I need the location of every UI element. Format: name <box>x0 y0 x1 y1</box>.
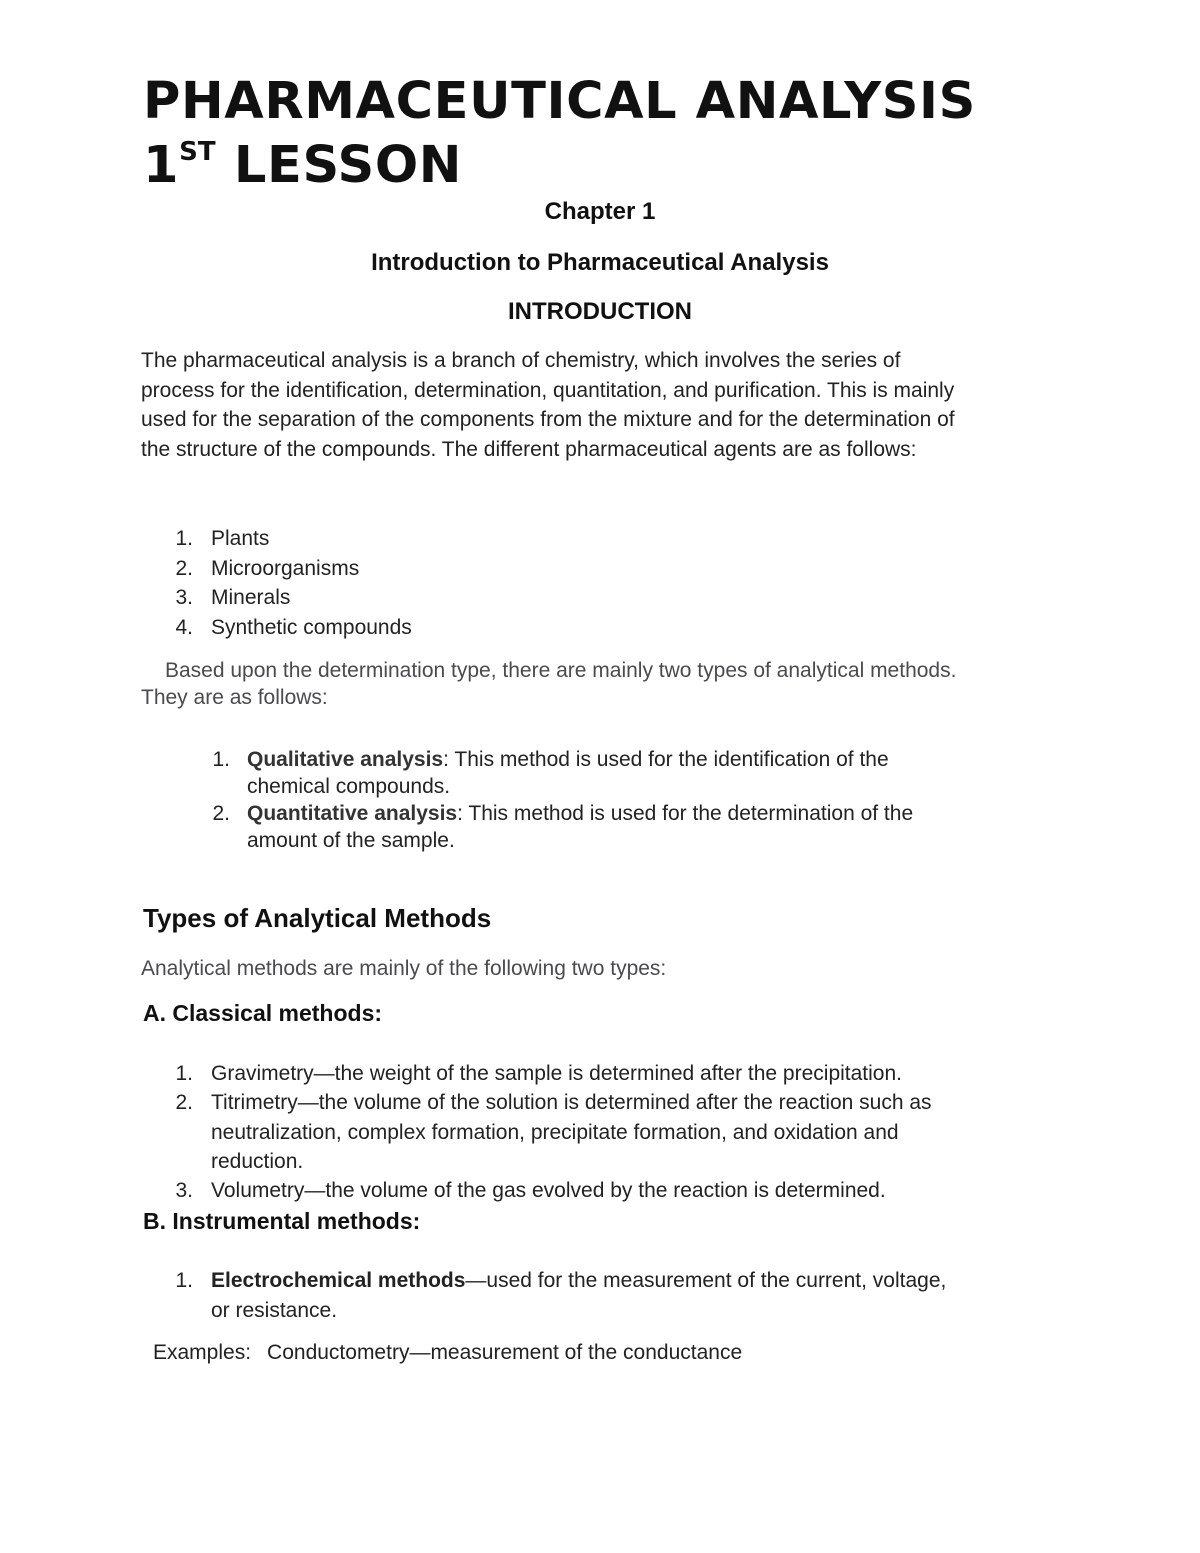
list-number: 2. <box>175 556 193 580</box>
sources-list <box>175 524 412 642</box>
list-number: 3. <box>175 586 193 609</box>
list-item <box>175 1088 932 1176</box>
section-heading: INTRODUCTION <box>508 298 692 325</box>
chapter-title: Introduction to Pharmaceutical Analysis <box>371 249 829 276</box>
analysis-description: : This method is used for the determination of the <box>457 802 914 825</box>
instrumental-heading: B. Instrumental methods: <box>143 1208 421 1234</box>
based-upon-line-1: Based upon the determination type, there are mainly two types of analytical methods. <box>165 659 957 682</box>
analysis-description: : This method is used for the identification of the <box>443 748 889 771</box>
types-heading: Types of Analytical Methods <box>143 903 492 933</box>
list-item-text: Microorganisms <box>211 556 360 580</box>
list-number: 1. <box>175 1062 193 1085</box>
list-item <box>175 1266 946 1325</box>
examples-label: Examples: <box>153 1341 252 1364</box>
list-item <box>210 746 913 800</box>
title-lesson-word: LESSON <box>233 136 463 195</box>
method-description-cont: or resistance. <box>211 1298 338 1322</box>
list-item-text: reduction. <box>211 1149 304 1173</box>
examples-text: Conductometry—measurement of the conductance <box>267 1341 743 1364</box>
intro-line: The pharmaceutical analysis is a branch of chemistry, which involves the series of <box>141 349 901 372</box>
list-item-text: Gravimetry—the weight of the sample is determined after the precipitation. <box>211 1062 902 1085</box>
title-ordinal-superscript: ST <box>179 137 216 167</box>
list-item-text: Volumetry—the volume of the gas evolved by the reaction is determined. <box>211 1179 886 1203</box>
list-number: 3. <box>175 1179 193 1203</box>
analysis-term: Quantitative analysis <box>247 802 458 825</box>
list-item <box>175 1059 932 1088</box>
based-upon-line-2: They are as follows: <box>141 686 328 709</box>
examples-line <box>153 1341 742 1365</box>
list-number: 1. <box>175 527 193 550</box>
list-item-text: Minerals <box>211 586 291 609</box>
types-intro: Analytical methods are mainly of the following two types: <box>141 957 667 980</box>
analysis-description-cont: chemical compounds. <box>247 775 451 798</box>
list-item <box>175 524 412 554</box>
list-item-text: Synthetic compounds <box>211 615 412 639</box>
method-description: —used for the measurement of the current, voltage, <box>465 1269 947 1292</box>
title-line-1: PHARMACEUTICAL ANALYSIS <box>143 72 976 131</box>
list-item <box>175 554 412 584</box>
intro-paragraph <box>141 346 955 464</box>
document-title <box>143 70 1143 206</box>
list-item <box>175 583 412 613</box>
list-number: 2. <box>212 802 230 825</box>
classical-heading: A. Classical methods: <box>143 1000 383 1026</box>
chapter-label: Chapter 1 <box>544 198 656 225</box>
analysis-types-list <box>210 746 913 854</box>
list-number: 1. <box>175 1269 193 1292</box>
list-item <box>210 800 913 854</box>
intro-line: the structure of the compounds. The different pharmaceutical agents are as follows: <box>141 437 917 461</box>
intro-line: used for the separation of the components from the mixture and for the determination of <box>141 408 955 431</box>
analysis-description-cont: amount of the sample. <box>247 829 455 852</box>
list-item-text: Plants <box>211 527 270 550</box>
method-term: Electrochemical methods <box>211 1269 466 1292</box>
analysis-term: Qualitative analysis <box>247 748 444 771</box>
list-item-text: Titrimetry—the volume of the solution is determined after the reaction such as <box>211 1091 932 1115</box>
list-item-text: neutralization, complex formation, precipitate formation, and oxidation and <box>211 1120 899 1144</box>
based-upon-paragraph <box>141 657 956 711</box>
list-item <box>175 1176 932 1205</box>
classical-methods-list <box>175 1059 932 1205</box>
instrumental-methods-list <box>175 1266 946 1325</box>
list-number: 2. <box>175 1091 193 1115</box>
intro-line: process for the identification, determination, quantitation, and purification. This is mainly <box>141 378 955 402</box>
title-lesson-number: 1 <box>143 136 180 195</box>
list-item <box>175 613 412 643</box>
list-number: 4. <box>175 615 193 639</box>
list-number: 1. <box>212 748 230 771</box>
